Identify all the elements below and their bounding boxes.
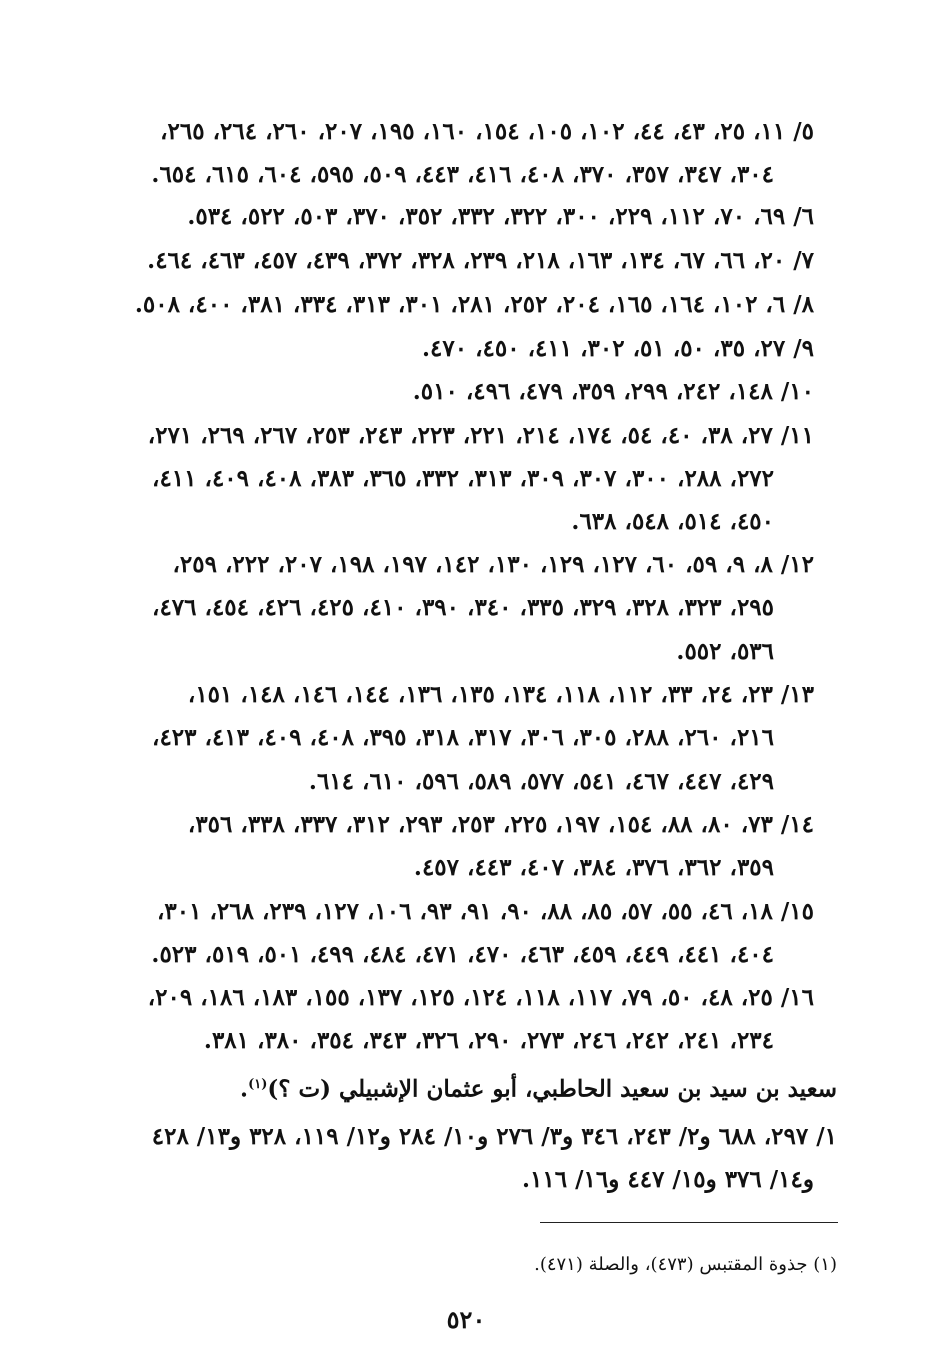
entry-line: ٦/ ٦٩، ٧٠، ١١٢، ٢٢٩، ٣٠٠، ٣٢٢، ٣٣٢، ٣٥٢، ٣٧٠، ٥٠٣، ٥٢٢، ٥٣٤.	[187, 203, 814, 230]
entry-line: ١٠/ ١٤٨، ٢٤٢، ٢٩٩، ٣٥٩، ٤٧٩، ٤٩٦، ٥١٠.	[412, 378, 814, 405]
entry-line: ٨/ ٦، ١٠٢، ١٦٤، ١٦٥، ٢٠٤، ٢٥٢، ٢٨١، ٣٠١، ٣١٣، ٣٣٤، ٣٨١، ٤٠٠، ٥٠٨.	[134, 291, 814, 318]
entry-line: ٢٧٢، ٢٨٨، ٣٠٠، ٣٠٧، ٣٠٩، ٣١٣، ٣٣٢، ٣٦٥، ٣٨٣، ٤٠٨، ٤٠٩، ٤١١،	[152, 465, 774, 492]
entry-line: ١١/ ٢٧، ٣٨، ٤٠، ٥٤، ١٧٤، ٢١٤، ٢٢١، ٢٢٣، ٢٤٣، ٢٥٣، ٢٦٧، ٢٦٩، ٢٧١،	[147, 422, 814, 449]
entry-line: ١٤/ ٧٣، ٨٠، ٨٨، ١٥٤، ١٩٧، ٢٢٥، ٢٥٣، ٢٩٣، ٣١٢، ٣٣٧، ٣٣٨، ٣٥٦،	[187, 811, 814, 838]
footnote-divider	[540, 1222, 838, 1223]
person-refs-line: و١٤/ ٣٧٦ و١٥/ ٤٤٧ و١٦/ ١١٦.	[522, 1166, 814, 1193]
person-heading	[100, 1070, 837, 1105]
page-number: ٥٢٠	[446, 1305, 486, 1334]
entry-line: ٥٣٦، ٥٥٢.	[676, 638, 774, 665]
entry-line: ٣٥٩، ٣٦٢، ٣٧٦، ٣٨٤، ٤٠٧، ٤٤٣، ٤٥٧.	[413, 854, 774, 881]
entry-line: ٢٩٥، ٣٢٣، ٣٢٨، ٣٢٩، ٣٣٥، ٣٤٠، ٣٩٠، ٤١٠، ٤٢٥، ٤٢٦، ٤٥٤، ٤٧٦،	[152, 594, 774, 621]
entry-line: ٤٠٤، ٤٤١، ٤٤٩، ٤٥٩، ٤٦٣، ٤٧٠، ٤٧١، ٤٨٤، ٤٩٩، ٥٠١، ٥١٩، ٥٢٣.	[151, 941, 774, 968]
entry-line: ١٢/ ٨، ٩، ٥٩، ٦٠، ١٢٧، ١٢٩، ١٣٠، ١٤٢، ١٩٧، ١٩٨، ٢٠٧، ٢٢٢، ٢٥٩،	[172, 551, 814, 578]
entry-line: ٤٥٠، ٥١٤، ٥٤٨، ٦٣٨.	[571, 508, 774, 535]
entry-line: ١٣/ ٢٣، ٢٤، ٣٣، ١١٢، ١١٨، ١٣٤، ١٣٥، ١٣٦، ١٤٤، ١٤٦، ١٤٨، ١٥١،	[187, 681, 814, 708]
person-tail: .	[240, 1075, 249, 1103]
entry-line: ١٥/ ١٨، ٤٦، ٥٥، ٥٧، ٨٥، ٨٨، ٩٠، ٩١، ٩٣، ١٠٦، ١٢٧، ٢٣٩، ٢٦٨، ٣٠١،	[156, 898, 814, 925]
person-name: سعيد بن سيد بن سعيد الحاطبي، أبو عثمان الإشبيلي (ت ؟)	[267, 1075, 837, 1103]
entry-line: ١٦/ ٢٥، ٤٨، ٥٠، ٧٩، ١١٧، ١١٨، ١٢٤، ١٢٥، ١٣٧، ١٥٥، ١٨٣، ١٨٦، ٢٠٩،	[147, 984, 814, 1011]
entry-line: ٣٠٤، ٣٤٧، ٣٥٧، ٣٧٠، ٤٠٨، ٤١٦، ٤٤٣، ٥٠٩، ٥٩٥، ٦٠٤، ٦١٥، ٦٥٤.	[151, 161, 774, 188]
footnote-ref: (١)	[248, 1077, 268, 1092]
entry-line: ٢١٦، ٢٦٠، ٢٨٨، ٣٠٥، ٣٠٦، ٣١٧، ٣١٨، ٣٩٥، ٤٠٨، ٤٠٩، ٤١٣، ٤٢٣،	[152, 724, 774, 751]
entry-line: ٤٢٩، ٤٤٧، ٤٦٧، ٥٤١، ٥٧٧، ٥٨٩، ٥٩٦، ٦١٠، ٦١٤.	[308, 768, 774, 795]
entry-line: ٧/ ٢٠، ٦٦، ٦٧، ١٣٤، ١٦٣، ٢١٨، ٢٣٩، ٣٢٨، ٣٧٢، ٤٣٩، ٤٥٧، ٤٦٣، ٤٦٤.	[147, 247, 814, 274]
entry-line: ٩/ ٢٧، ٣٥، ٥٠، ٥١، ٣٠٢، ٤١١، ٤٥٠، ٤٧٠.	[422, 335, 814, 362]
entry-line: ٢٣٤، ٢٤١، ٢٤٢، ٢٤٦، ٢٧٣، ٢٩٠، ٣٢٦، ٣٤٣، ٣٥٤، ٣٨٠، ٣٨١.	[203, 1027, 774, 1054]
entry-line: ٥/ ١١، ٢٥، ٤٣، ٤٤، ١٠٢، ١٠٥، ١٥٤، ١٦٠، ١٩٥، ٢٠٧، ٢٦٠، ٢٦٤، ٢٦٥،	[160, 118, 814, 145]
footnote: (١) جذوة المقتبس (٤٧٣)، والصلة (٤٧١).	[534, 1254, 837, 1275]
person-refs-line: ١/ ٢٩٧، ٦٨٨ و٢/ ٢٤٣، ٣٤٦ و٣/ ٢٧٦ و١٠/ ٢٨٤ و١٢/ ١١٩، ٣٢٨ و١٣/ ٤٢٨	[151, 1123, 837, 1150]
